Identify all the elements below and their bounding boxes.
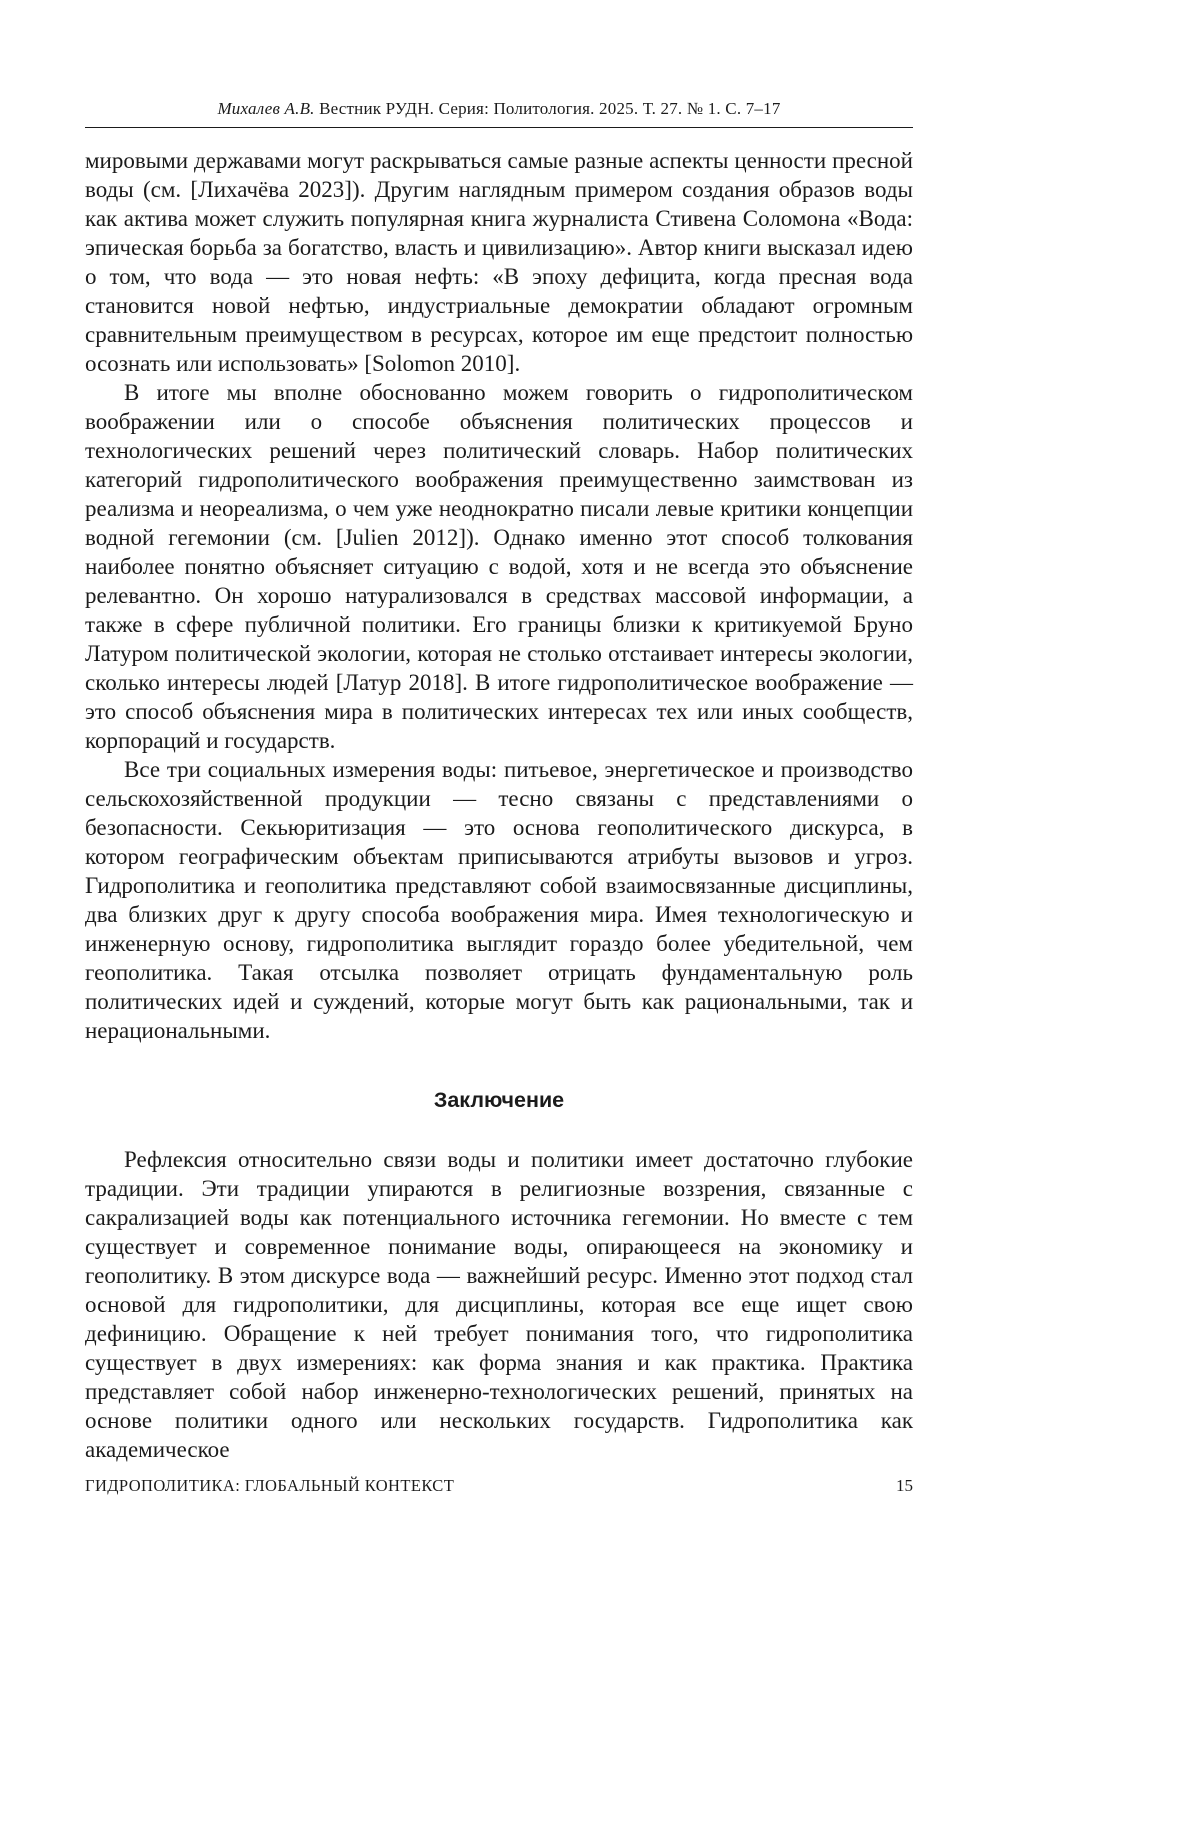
running-title: ГИДРОПОЛИТИКА: ГЛОБАЛЬНЫЙ КОНТЕКСТ bbox=[85, 1476, 455, 1495]
body-paragraph: Рефлексия относительно связи воды и политики имеет достаточно глубокие традиции. Эти традиции упираются в религиозные воззрения, связанные с сакрализацией воды как потенциального источника гегемонии. Но вместе с тем существует и современное понимание воды, опирающееся на экономику и геополитику. В этом дискурсе вода — важнейший ресурс. Именно этот подход стал основой для гидрополитики, для дисциплины, которая все еще ищет свою дефиницию. Обращение к ней требует понимания того, что гидрополитика существует в двух измерениях: как форма знания и как практика. Практика представляет собой набор инженерно-технологических решений, принятых на основе политики одного или нескольких государств. Гидрополитика как академическое bbox=[85, 1147, 913, 1462]
body-paragraph: Все три социальных измерения воды: питьевое, энергетическое и производство сельскохозяйственной продукции — тесно связаны с представлениями о безопасности. Секьюритизация — это основа геополитического дискурса, в котором географическим объектам приписываются атрибуты вызовов и угроз. Гидрополитика и геополитика представляют собой взаимосвязанные дисциплины, два близких друг к другу способа воображения мира. Имея технологическую и инженерную основу, гидрополитика выглядит гораздо более убедительной, чем геополитика. Такая отсылка позволяет отрицать фундаментальную роль политических идей и суждений, которые могут быть как рациональными, так и нерациональными. bbox=[85, 757, 913, 1043]
section-heading-conclusion: Заключение bbox=[433, 1088, 565, 1112]
page-content bbox=[85, 0, 913, 1464]
header-rule bbox=[85, 127, 913, 128]
page-number: 15 bbox=[896, 1476, 913, 1495]
page-footer bbox=[85, 1476, 913, 1496]
page-header bbox=[85, 0, 913, 128]
article-body bbox=[85, 146, 913, 1464]
author-name: Михалев А.В. bbox=[217, 99, 315, 118]
running-head-citation bbox=[85, 99, 913, 119]
body-paragraph: В итоге мы вполне обоснованно можем говорить о гидрополитическом воображении или о способе объяснения политических процессов и технологических решений через политический словарь. Набор политических категорий гидрополитического воображения преимущественно заимствован из реализма и неореализма, о чем уже неоднократно писали левые критики концепции водной гегемонии (см. [Julien 2012]). Однако именно этот способ толкования наиболее понятно объясняет ситуацию с водой, хотя и не всегда это объяснение релевантно. Он хорошо натурализовался в средствах массовой информации, а также в сфере публичной политики. Его границы близки к критикуемой Бруно Латуром политической экологии, которая не столько отстаивает интересы экологии, сколько интересы людей [Латур 2018]. В итоге гидрополитическое воображение — это способ объяснения мира в политических интересах тех или иных сообществ, корпораций и государств. bbox=[85, 380, 913, 753]
journal-citation: Вестник РУДН. Серия: Политология. 2025. Т. 27. № 1. С. 7–17 bbox=[319, 99, 781, 118]
body-paragraph: мировыми державами могут раскрываться самые разные аспекты ценности пресной воды (см. [Лихачёва 2023]). Другим наглядным примером создания образов воды как актива может служить популярная книга журналиста Стивена Соломона «Вода: эпическая борьба за богатство, власть и цивилизацию». Автор книги высказал идею о том, что вода — это новая нефть: «В эпоху дефицита, когда пресная вода становится новой нефтью, индустриальные демократии обладают огромным сравнительным преимуществом в ресурсах, которое им еще предстоит полностью осознать или использовать» [Solomon 2010]. bbox=[85, 148, 913, 376]
